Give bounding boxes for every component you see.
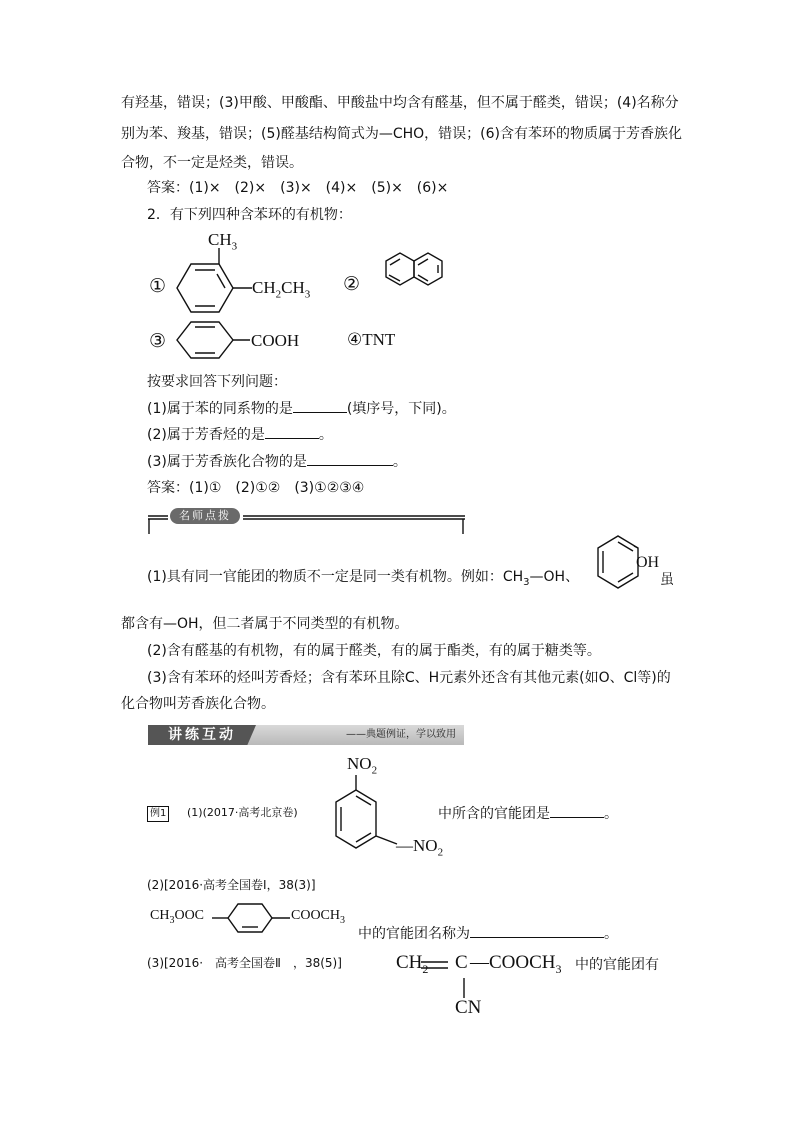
example-3-source: (3)[2016· 高考全国卷Ⅱ ，38(5)]: [147, 956, 342, 970]
tip-paragraph-4: (3)含有苯环的烃叫芳香烃；含有苯环且除C、H元素外还含有其他元素(如O、Cl等)的: [147, 670, 671, 686]
nitro-group-bottom: $—NO_2$: [396, 836, 444, 859]
answer-blank: [293, 398, 347, 413]
tip-paragraph-1-end: 虽: [660, 572, 674, 588]
answer-blank: [307, 451, 393, 466]
example-2-left-group: $CH_3OOC$: [150, 908, 205, 926]
compound-1-methyl: $CH_3$: [208, 230, 238, 253]
ask-prompt: 按要求回答下列问题：: [147, 374, 287, 390]
example-3-ch2: $CH_2$: [396, 952, 429, 976]
text-line-1: 有羟基，错误；(3)甲酸、甲酸酯、甲酸盐中均含有醛基，但不属于醛类，错误；(4)名称分: [121, 95, 679, 111]
tip-paragraph-3: (2)含有醛基的有机物，有的属于醛类，有的属于酯类，有的属于糖类等。: [147, 643, 601, 659]
answer-blank: [550, 803, 604, 818]
compound-1-ethyl: $CH_2CH_3$: [252, 278, 311, 301]
example-2-right-group: $COOCH_3$: [291, 908, 346, 926]
text-line-3: 合物，不一定是烃类，错误。: [121, 155, 303, 171]
tip-badge: 名师点拨: [170, 508, 240, 524]
compound-3-group: COOH: [251, 331, 300, 350]
answer-blank: [470, 923, 604, 938]
example-3-carbon: C: [455, 952, 468, 973]
sub-question-2: (2)属于芳香烃的是 。: [147, 424, 333, 445]
tip-paragraph-1: (1)具有同一官能团的物质不一定是同一类有机物。例如：$CH_3—OH$、: [147, 569, 580, 588]
sub-question-1: (1)属于苯的同系物的是 (填序号，下同)。: [147, 398, 456, 419]
question-2: 2．有下列四种含苯环的有机物：: [147, 207, 352, 223]
answer-blank: [265, 424, 319, 439]
example-3-ester: $—COOCH_3$: [470, 952, 562, 976]
compound-1-number: ①: [149, 276, 167, 297]
sub-question-3: (3)属于芳香族化合物的是 。: [147, 451, 407, 472]
example-1-source: (1)(2017·高考北京卷): [187, 806, 298, 819]
compound-4: ④TNT: [347, 330, 396, 349]
example-1-question: 中所含的官能团是 。: [438, 803, 618, 824]
answer-2: 答案：(1)① (2)①② (3)①②③④: [147, 480, 365, 496]
phenol-oh: OH: [636, 554, 660, 571]
example-2-source: (2)[2016·高考全国卷Ⅰ，38(3)]: [147, 878, 316, 892]
answer-1: 答案：(1)× (2)× (3)× (4)× (5)× (6)×: [147, 180, 449, 196]
compound-2-number: ②: [343, 274, 361, 295]
nitro-group-top: $NO_2$: [347, 754, 378, 777]
example-2-question: 中的官能团名称为 。: [358, 923, 618, 944]
section-title: 讲练互动: [168, 727, 236, 743]
section-subtitle: ——典题例证，学以致用: [346, 729, 456, 740]
compound-3-number: ③: [149, 331, 167, 352]
tip-paragraph-5: 化合物叫芳香族化合物。: [121, 696, 275, 712]
text-line-2: 别为苯、羧基，错误；(5)醛基结构简式为—CHO，错误；(6)含有苯环的物质属于芳香族化: [121, 126, 682, 142]
example-3-cn: CN: [455, 997, 482, 1018]
example-badge: 例1: [147, 806, 169, 822]
tip-paragraph-2: 都含有—OH，但二者属于不同类型的有机物。: [121, 616, 409, 632]
example-3-question: 中的官能团有: [575, 957, 659, 973]
